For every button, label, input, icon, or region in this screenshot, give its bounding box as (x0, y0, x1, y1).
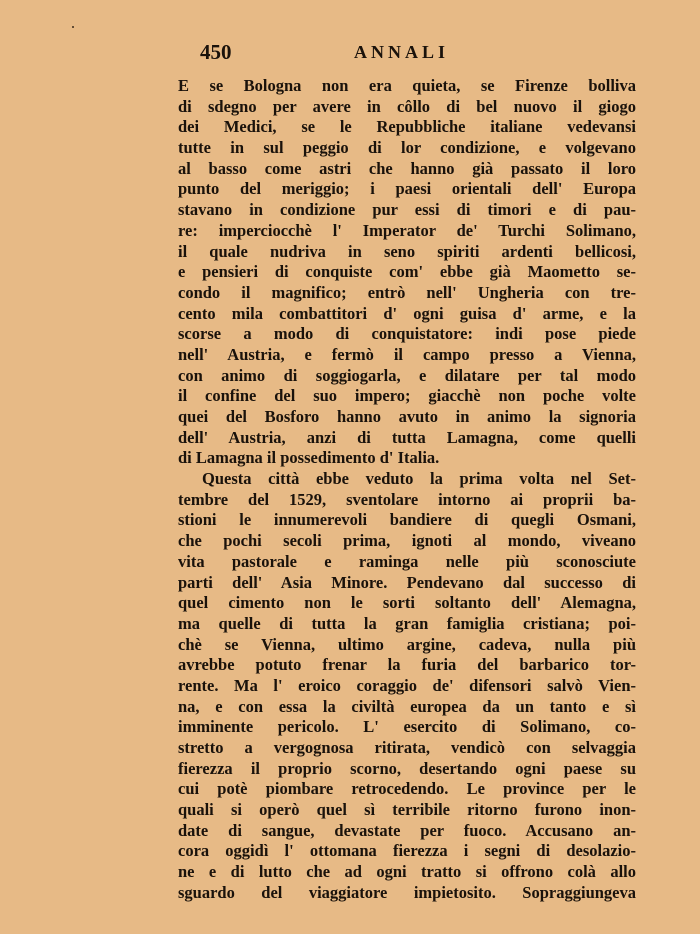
text-line: sguardo del viaggiatore impietosito. Sopraggiungeva (178, 882, 636, 902)
text-line: di Lamagna il possedimento d' Italia. (178, 448, 440, 468)
text-line: stioni le innumerevoli bandiere di quegli Osmani, (178, 510, 636, 530)
text-line: vita pastorale e raminga nelle più sconosciute (178, 551, 636, 571)
body-text (178, 76, 636, 904)
text-line: quei del Bosforo hanno avuto in animo la signoria (178, 407, 636, 426)
paper-speck (72, 26, 74, 28)
text-line: ma quelle di tutta la gran famiglia cristiana; poi- (178, 613, 636, 633)
text-line: il confine del suo impero; giacchè non poche volte (178, 386, 636, 406)
text-line: cui potè piombare retrocedendo. Le province per le (178, 779, 636, 799)
text-line: avrebbe potuto frenar la furia del barbarico tor- (178, 655, 636, 675)
text-line: Questa città ebbe veduto la prima volta nel Set- (202, 469, 636, 489)
running-head: ANNALI (354, 42, 450, 62)
page-number: 450 (200, 40, 232, 64)
text-line: chè se Vienna, ultimo argine, cadeva, nulla più (178, 634, 636, 654)
text-line: condo il magnifico; entrò nell' Ungheria con tre- (178, 282, 636, 302)
text-line: stretto a vergognosa ritirata, vendicò con selvaggia (178, 738, 636, 757)
text-line: con animo di soggiogarla, e dilatare per tal modo (178, 365, 636, 385)
text-line: quali si operò quel sì terribile ritorno furono inon- (178, 800, 636, 820)
page-header (200, 38, 474, 66)
text-line: rente. Ma l' eroico coraggio de' difensori salvò Vien- (178, 675, 636, 695)
text-line: quel cimento non le sorti soltanto dell' Alemagna, (178, 593, 636, 613)
text-line: scorse a modo di conquistatore: indi pose piede (178, 324, 636, 344)
text-line: dell' Austria, anzi di tutta Lamagna, come quelli (178, 427, 636, 447)
text-line: tembre del 1529, sventolare intorno ai proprii ba- (178, 489, 636, 509)
text-line: di sdegno per avere in côllo di bel nuovo il giogo (178, 96, 636, 116)
text-line: imminente pericolo. L' esercito di Solimano, co- (178, 717, 636, 737)
text-line: punto del meriggio; i paesi orientali dell' Europa (178, 179, 636, 199)
text-line: na, e con essa la civiltà europea da un tanto e sì (178, 696, 636, 716)
text-line: stavano in condizione pur essi di timori e di pau- (178, 200, 636, 220)
text-line: dei Medici, se le Repubbliche italiane vedevansi (178, 117, 636, 137)
text-line: tutte in sul peggio di lor condizione, e volgevano (178, 138, 636, 158)
text-line: cora oggidì l' ottomana fierezza i segni di desolazio- (178, 841, 636, 861)
text-line: ne e di lutto che ad ogni tratto si offrono colà allo (178, 862, 636, 882)
text-line: e pensieri di conquiste com' ebbe già Maometto se- (178, 262, 636, 282)
text-line: il quale nudriva in seno spiriti ardenti bellicosi, (178, 241, 636, 261)
text-line: che pochi secoli prima, ignoti al mondo, viveano (178, 531, 636, 551)
text-line: nell' Austria, e fermò il campo presso a Vienna, (178, 344, 636, 364)
text-line: cento mila combattitori d' ogni guisa d' arme, e la (178, 303, 636, 323)
text-line: fierezza il proprio scorno, desertando ogni paese su (178, 758, 636, 778)
text-line: al basso come astri che hanno già passato il loro (178, 158, 636, 178)
text-line: E se Bologna non era quieta, se Firenze bolliva (178, 76, 636, 95)
text-line: parti dell' Asia Minore. Pendevano dal successo di (178, 572, 636, 592)
text-line: date di sangue, devastate per fuoco. Accusano an- (178, 820, 636, 840)
text-line: re: imperciocchè l' Imperator de' Turchi Solimano, (178, 220, 636, 240)
